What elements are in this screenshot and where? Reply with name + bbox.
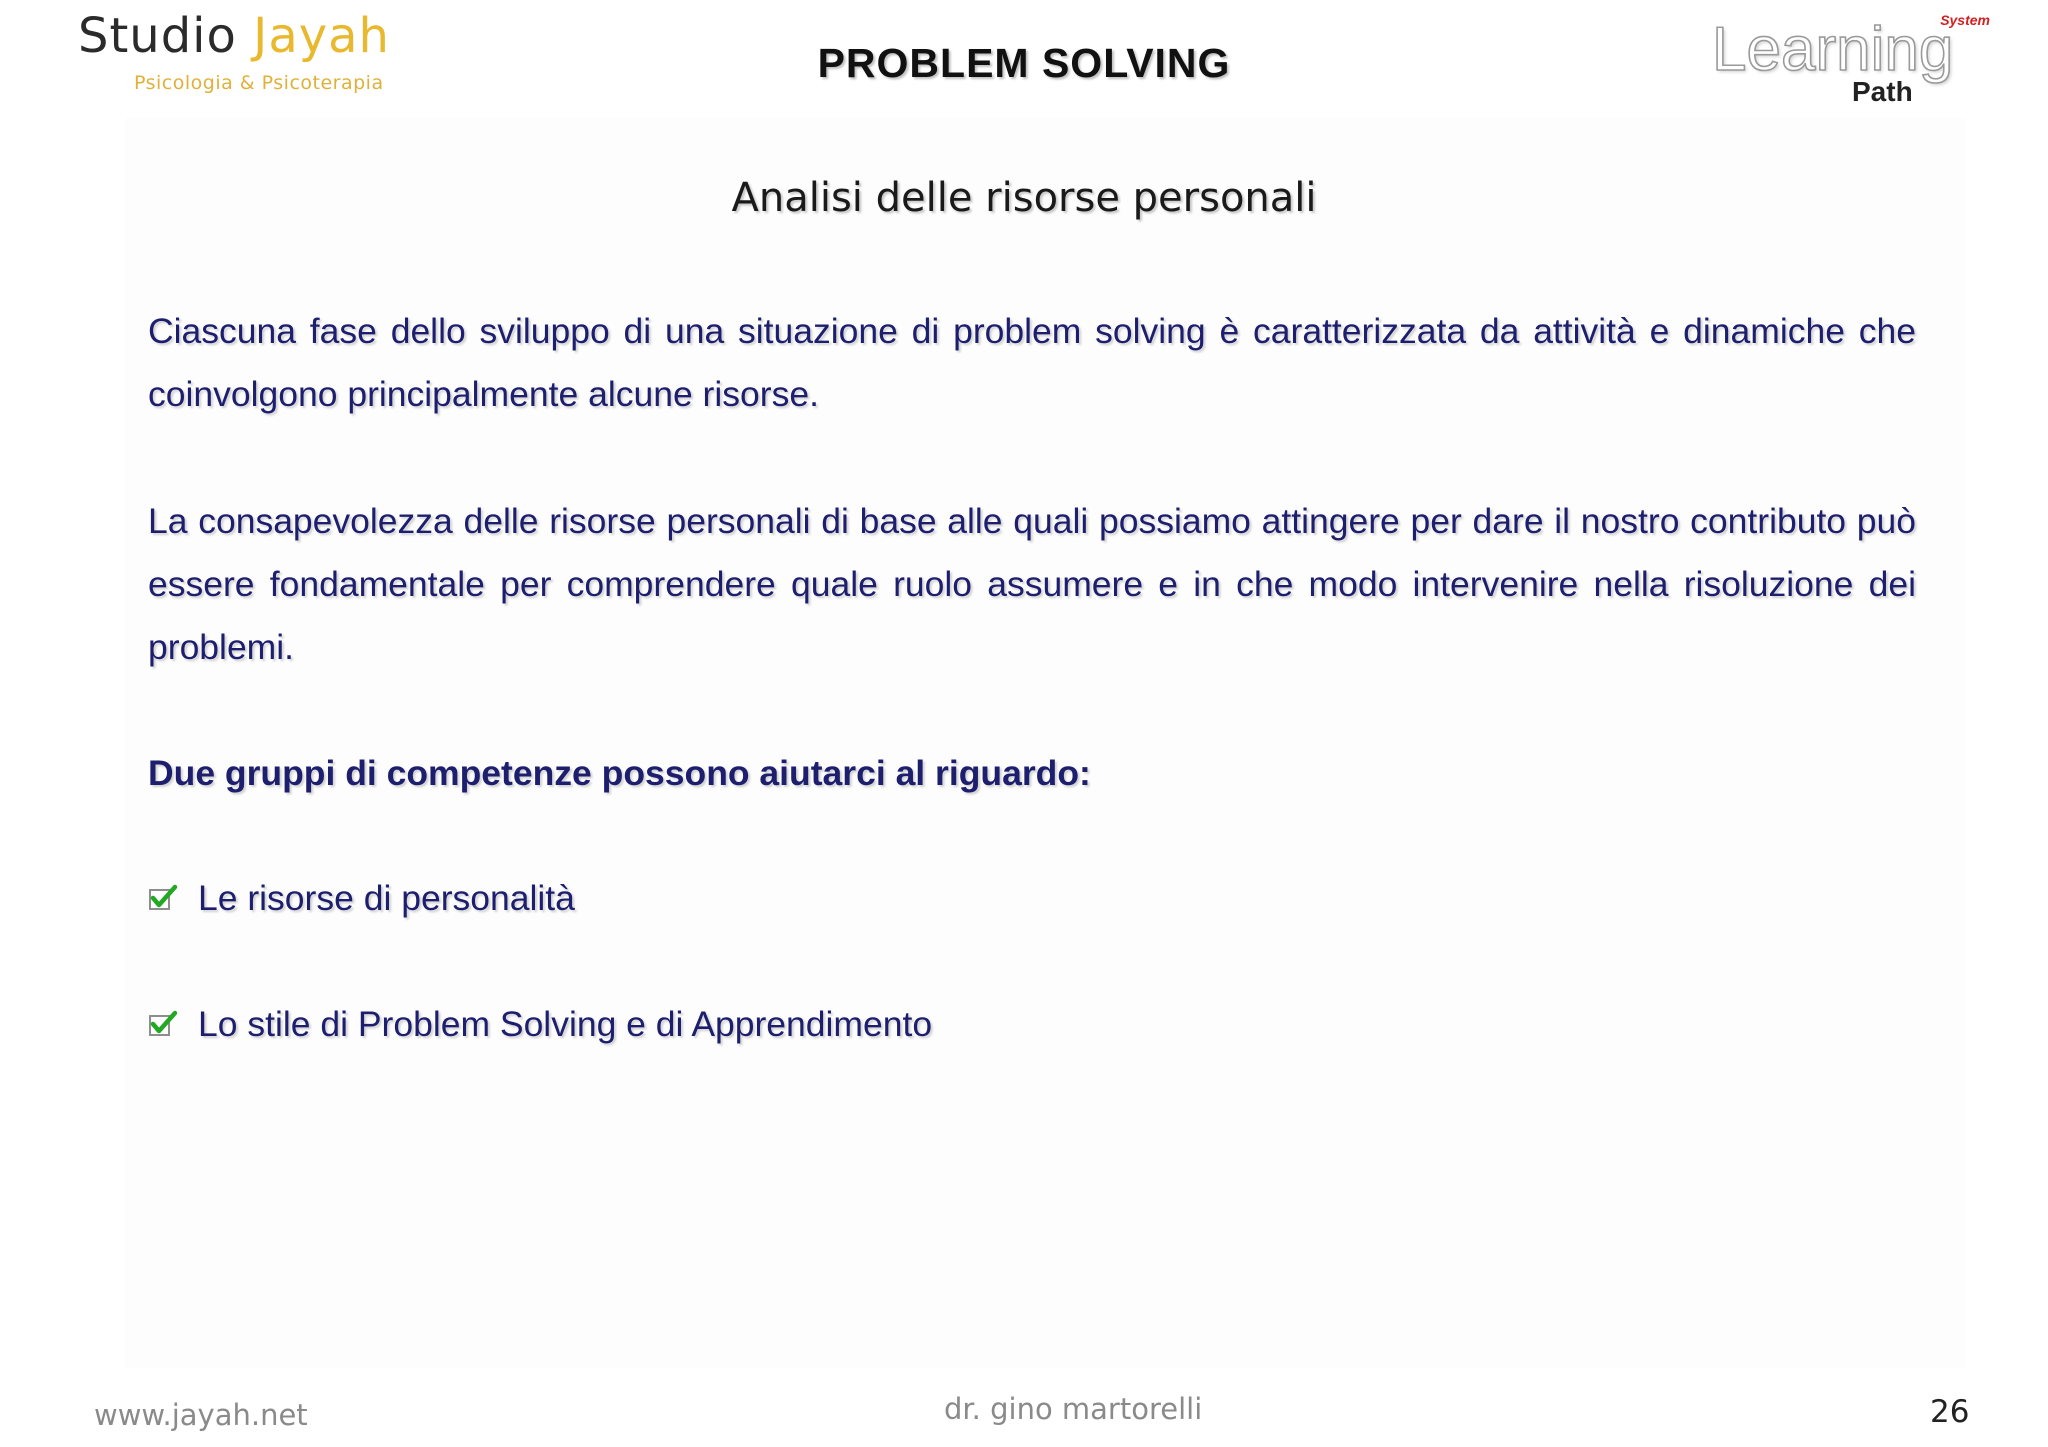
- paragraph-1: Ciascuna fase dello sviluppo di una situazione di problem solving è caratterizzata da attività e dinamiche che coinvolgono principalmente alcune risorse.: [148, 311, 1916, 414]
- bullet-item-2: [148, 994, 932, 1054]
- footer-website: www.jayah.net: [94, 1398, 308, 1432]
- badge-learning: Learning: [1712, 15, 1954, 84]
- paragraph-2: La consapevolezza delle risorse personali di base alle quali possiamo attingere per dare il nostro contributo può essere fondamentale per comprendere quale ruolo assumere e in che modo intervenire nella risoluzione dei problemi.: [148, 501, 1916, 667]
- logo-name-part2: Jayah: [253, 8, 390, 64]
- badge-path: Path: [1852, 76, 1913, 107]
- page-number: 26: [1930, 1394, 1970, 1430]
- paragraph-3: Due gruppi di competenze possono aiutarci al riguardo:: [148, 753, 1091, 793]
- logo-tagline: Psicologia & Psicoterapia: [134, 72, 384, 94]
- footer-author: dr. gino martorelli: [944, 1392, 1203, 1426]
- checkmark-icon: [148, 1009, 178, 1039]
- checkmark-icon: [148, 883, 178, 913]
- badge-system: System: [1940, 12, 1990, 28]
- learning-path-logo: [1700, 4, 1990, 114]
- bullet-item-1: [148, 868, 575, 928]
- page-title: PROBLEM SOLVING: [817, 40, 1231, 86]
- bullet-label: Le risorse di personalità: [198, 877, 575, 918]
- bullet-label: Lo stile di Problem Solving e di Apprendimento: [198, 1003, 933, 1044]
- slide-subtitle: Analisi delle risorse personali: [731, 175, 1317, 221]
- logo-name-part1: Studio: [78, 8, 237, 64]
